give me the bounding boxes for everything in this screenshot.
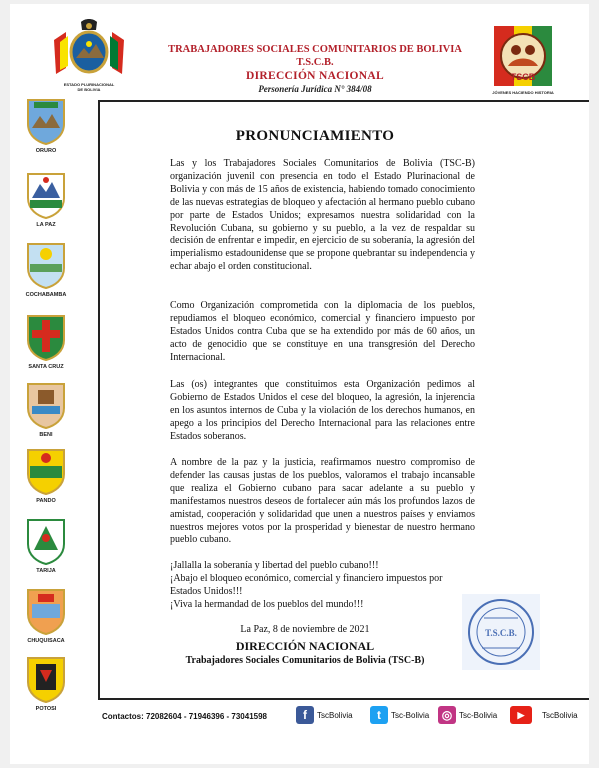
twitter-icon: t: [370, 706, 388, 724]
slogan: ¡Abajo el bloqueo económico, comercial y financiero impuestos por Estados Unidos!!!: [170, 572, 443, 597]
org-acronym: T.S.C.B.: [296, 57, 334, 68]
paragraph: Como Organización comprometida con la diplomacia de los pueblos, repudiamos el bloqueo económico, comercial y financiero impuesto por Estados Unidos contra Cuba que se ha extendido por más de 60 años, un acto de genocidio que se constituye en una transgresión del Derecho Internacional.: [170, 300, 475, 363]
youtube-link[interactable]: ▶ TscBolivia: [510, 706, 578, 724]
logo-caption: JÓVENES HACIENDO HISTORIA: [492, 90, 554, 95]
youtube-icon: ▶: [510, 706, 532, 724]
chuquisaca-shield-icon: [24, 584, 68, 636]
department-cochabamba: COCHABAMBA: [16, 238, 76, 298]
document-title: PRONUNCIAMIENTO: [235, 128, 395, 144]
document-page: [10, 4, 589, 764]
org-name: TRABAJADORES SOCIALES COMUNITARIOS DE BOLIVIA: [168, 44, 462, 55]
instagram-icon: ◎: [438, 706, 456, 724]
contact-numbers: Contactos: 72082604 - 71946396 - 73041598: [102, 712, 267, 721]
paragraph: Las y los Trabajadores Sociales Comunitarios de Bolivia (TSC-B) organización juvenil con presencia en todo el Estado Plurinacional de Bolivia y con más de 15 años de existencia, habiendo tomado conocimiento de las nuevas estrategias de bloqueo y afectación al hermano pueblo cubano por parte de Estados Unidos; expresamos nuestra solidaridad con la Revolución Cubana, su gobierno y su pueblo, a la vez de respaldar su decisión de enfrentar e impedir, en ejercicio de su soberanía, la agresión del imperialismo estadounidense que se propone quebrantar su independencia y echar abajo el orden constitucional.: [170, 158, 475, 273]
official-stamp-icon: [460, 592, 542, 672]
slogans: [170, 560, 470, 612]
slogan: ¡Viva la hermandad de los pueblos del mundo!!!: [170, 598, 364, 610]
document-date: La Paz, 8 de noviembre de 2021: [240, 624, 370, 635]
legal-registration: Personería Jurídica N° 384/08: [258, 84, 372, 94]
signature-organization: Trabajadores Sociales Comunitarios de Bolivia (TSC-B): [185, 655, 425, 666]
department-pando: PANDO: [16, 444, 76, 504]
santa-cruz-shield-icon: [24, 310, 68, 362]
tscb-logo-icon: [494, 26, 552, 86]
crest-caption: ESTADO PLURINACIONAL DE BOLIVIA: [63, 82, 115, 92]
footer: [102, 704, 592, 728]
tarija-shield-icon: [24, 514, 68, 566]
bolivia-coat-of-arms-icon: [52, 18, 126, 80]
department-santa-cruz: SANTA CRUZ: [16, 310, 76, 370]
header-divider: [98, 100, 589, 102]
twitter-link[interactable]: t Tsc-Bolivia: [370, 706, 429, 724]
instagram-link[interactable]: ◎ Tsc-Bolivia: [438, 706, 497, 724]
national-direction-heading: DIRECCIÓN NACIONAL: [246, 70, 384, 82]
beni-shield-icon: [24, 378, 68, 430]
paragraph: Las (os) integrantes que constituimos esta Organización pedimos al Gobierno de Estados Unidos el cese del bloqueo, la agresión, la injerencia en los asuntos internos de Cuba y la violación de los derechos humanos, en apego a los principios del Derecho Internacional para las relaciones entre Estados soberanos.: [170, 379, 475, 442]
signature-title: DIRECCIÓN NACIONAL: [235, 639, 375, 653]
cochabamba-shield-icon: [24, 238, 68, 290]
facebook-icon: f: [296, 706, 314, 724]
oruro-shield-icon: [24, 94, 68, 146]
department-la-paz: LA PAZ: [16, 168, 76, 228]
facebook-link[interactable]: f TscBolivia: [296, 706, 353, 724]
paragraph: A nombre de la paz y la justicia, reafirmamos nuestro compromiso de defender las causas justas de los pueblos, valoramos el trabajo incansable que realiza el Gobierno cubano para sacar adelante a su pueblo y manifestamos nuestros deseos de fortalecer aún más los profundos lazos de amistad, cooperación y solidaridad que unen a nuestros países y enviamos nuestros mejores votos por la prosperidad y bienestar de nuestro hermano pueblo cubano.: [170, 457, 475, 546]
la-paz-shield-icon: [24, 168, 68, 220]
department-chuquisaca: CHUQUISACA: [16, 584, 76, 644]
svg-text:T.S.C.B.: T.S.C.B.: [485, 628, 517, 638]
svg-text:TSCB: TSCB: [510, 72, 536, 82]
sidebar-divider: [98, 100, 100, 700]
department-oruro: ORURO: [16, 94, 76, 154]
department-potosi: POTOSI: [16, 652, 76, 712]
department-tarija: TARIJA: [16, 514, 76, 574]
pando-shield-icon: [24, 444, 68, 496]
footer-divider: [98, 698, 589, 700]
department-beni: BENI: [16, 378, 76, 438]
potosi-shield-icon: [24, 652, 68, 704]
slogan: ¡Jallalla la soberanía y libertad del pueblo cubano!!!: [170, 560, 379, 571]
